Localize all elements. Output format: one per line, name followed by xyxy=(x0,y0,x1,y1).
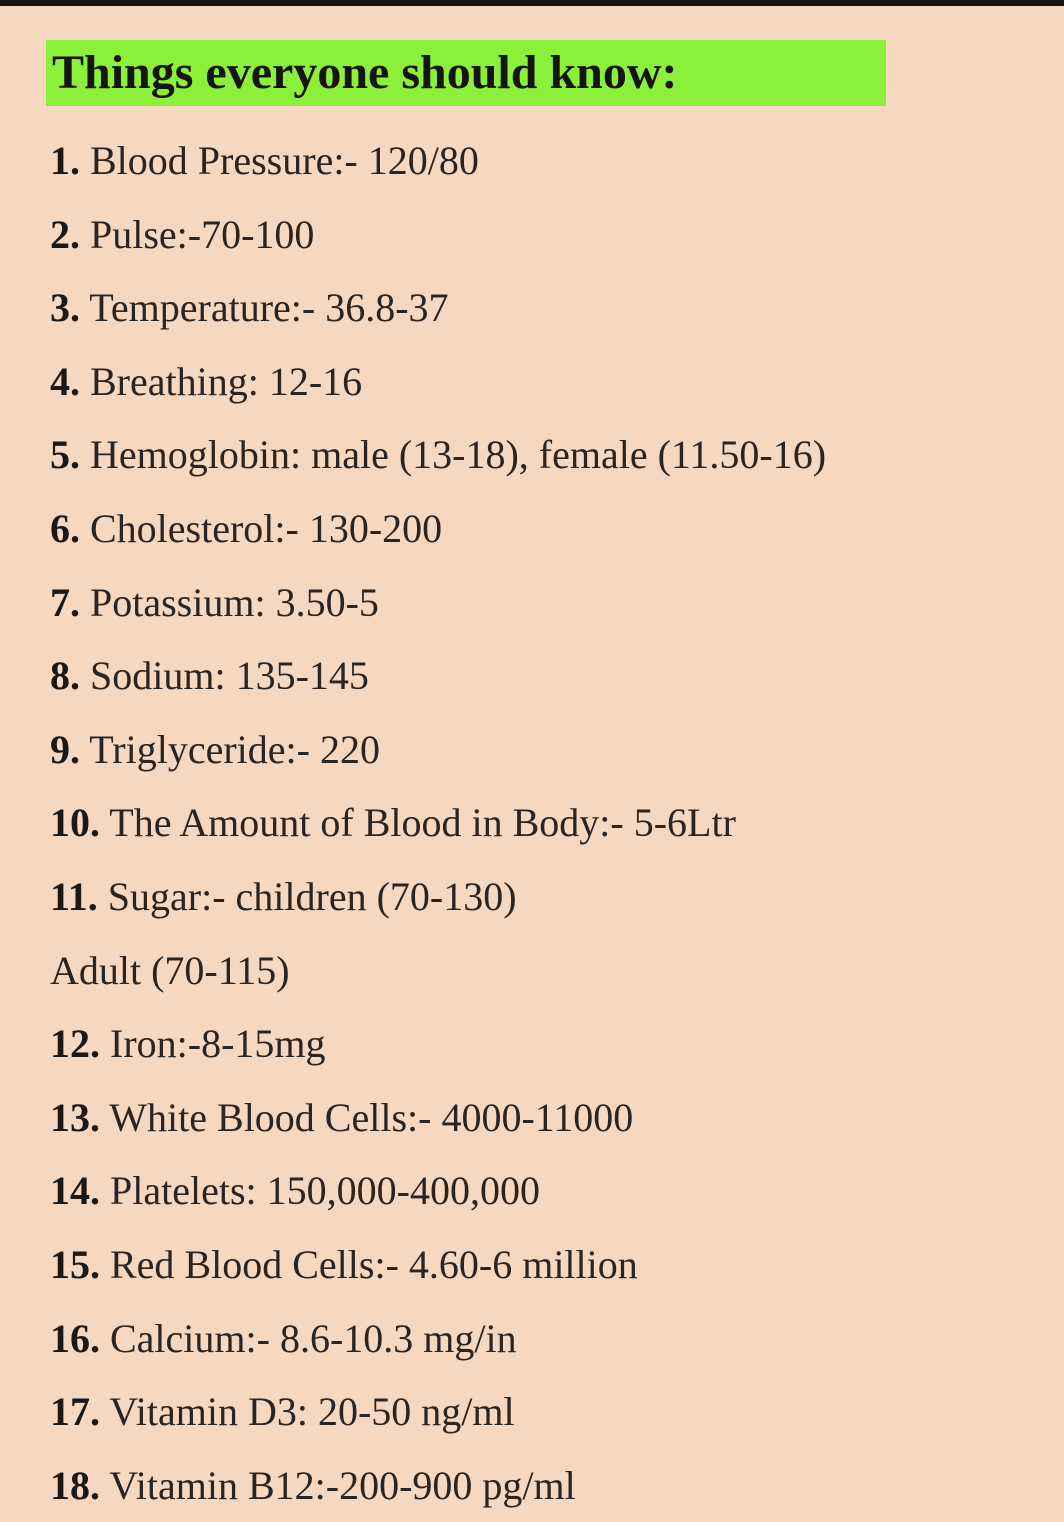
list-item-continuation xyxy=(50,934,1040,1008)
list-item xyxy=(50,418,1040,492)
list-item xyxy=(50,1449,1040,1522)
list-item xyxy=(50,786,1040,860)
item-text: Breathing: 12-16 xyxy=(80,358,363,404)
item-number: 8. xyxy=(50,653,80,699)
list-item xyxy=(50,345,1040,419)
list-item xyxy=(50,271,1040,345)
list-item xyxy=(50,492,1040,566)
list-item xyxy=(50,1302,1040,1376)
page-title: Things everyone should know: xyxy=(52,46,678,99)
list-item xyxy=(50,713,1040,787)
item-text: Potassium: 3.50-5 xyxy=(80,579,379,625)
item-text: Triglyceride:- 220 xyxy=(80,726,380,772)
list-item xyxy=(50,1228,1040,1302)
item-number: 11. xyxy=(50,873,98,919)
list-item xyxy=(50,124,1040,198)
item-text: Calcium:- 8.6-10.3 mg/in xyxy=(100,1315,517,1361)
top-border xyxy=(0,0,1064,6)
item-number: 12. xyxy=(50,1021,100,1067)
item-text: Red Blood Cells:- 4.60-6 million xyxy=(100,1241,638,1287)
item-text: Vitamin B12:-200-900 pg/ml xyxy=(100,1462,576,1508)
item-text: The Amount of Blood in Body:- 5-6Ltr xyxy=(100,800,736,846)
item-number: 16. xyxy=(50,1315,100,1361)
item-text: Sodium: 135-145 xyxy=(80,653,369,699)
list-item xyxy=(50,1081,1040,1155)
item-number: 17. xyxy=(50,1389,100,1435)
item-number: 7. xyxy=(50,579,80,625)
item-text: Platelets: 150,000-400,000 xyxy=(100,1168,540,1214)
item-number: 6. xyxy=(50,505,80,551)
item-number: 18. xyxy=(50,1462,100,1508)
list-item xyxy=(50,1154,1040,1228)
item-number: 4. xyxy=(50,358,80,404)
item-number: 10. xyxy=(50,800,100,846)
item-text: Cholesterol:- 130-200 xyxy=(80,505,443,551)
item-number: 5. xyxy=(50,432,80,478)
list-item xyxy=(50,639,1040,713)
item-text: Temperature:- 36.8-37 xyxy=(80,285,449,331)
list-item xyxy=(50,1007,1040,1081)
item-number: 2. xyxy=(50,211,80,257)
item-number: 15. xyxy=(50,1241,100,1287)
item-text: Blood Pressure:- 120/80 xyxy=(80,138,479,183)
reference-list xyxy=(50,124,1040,1522)
item-number: 13. xyxy=(50,1094,100,1140)
item-number: 1. xyxy=(50,138,80,183)
item-text: Adult (70-115) xyxy=(50,947,290,993)
item-text: Pulse:-70-100 xyxy=(80,211,315,257)
item-text: Hemoglobin: male (13-18), female (11.50-16) xyxy=(80,432,827,478)
item-number: 3. xyxy=(50,285,80,331)
item-text: Vitamin D3: 20-50 ng/ml xyxy=(100,1389,515,1435)
item-text: White Blood Cells:- 4000-11000 xyxy=(100,1094,634,1140)
item-text: Sugar:- children (70-130) xyxy=(97,873,517,919)
item-number: 14. xyxy=(50,1168,100,1214)
list-item xyxy=(50,198,1040,272)
list-item xyxy=(50,860,1040,934)
list-item xyxy=(50,566,1040,640)
list-item xyxy=(50,1375,1040,1449)
item-text: Iron:-8-15mg xyxy=(100,1021,326,1067)
item-number: 9. xyxy=(50,726,80,772)
